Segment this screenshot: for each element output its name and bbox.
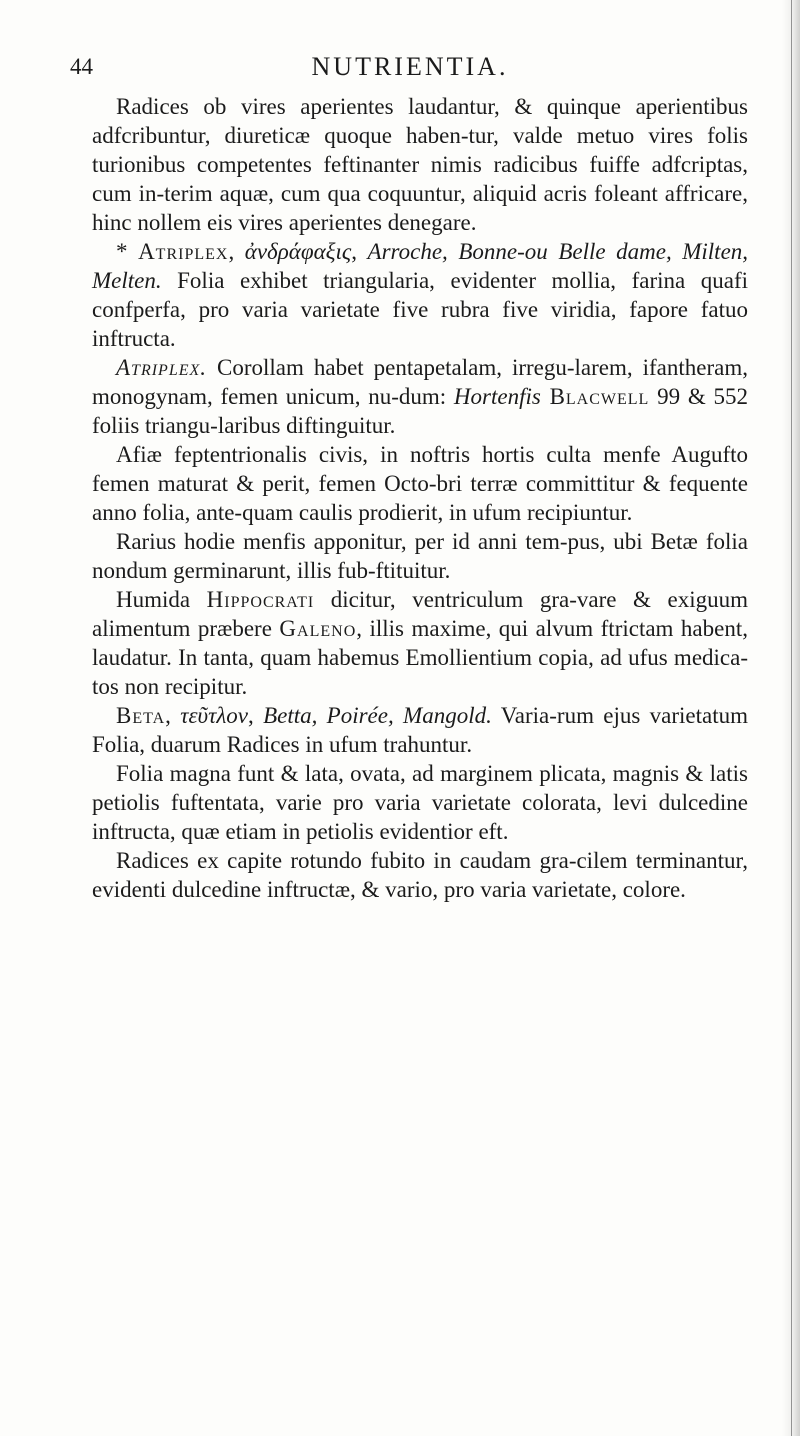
vernacular-names: Betta, Poirée, Mangold. [263,703,492,728]
separator: , [165,703,181,728]
running-title: NUTRIENTIA. [311,52,509,81]
paragraph-folia [92,759,748,846]
paragraph-text: Radices ob vires aperientes laudantur, & quinque aperientibus adfcribuntur, diureticæ quoque haben-tur, valde metuo vires folis turionibus competentes feftinanter nimis radicibus fuiffe adfcriptas, cum in-terim aquæ, cum qua coquuntur, aliquid acris foleant affricare, hinc nollem eis vires aperientes denegare. [92,94,748,235]
paragraph-origin [92,440,748,527]
paragraph-text: Folia exhibet triangularia, evidenter mollia, farina quafi confperfa, pro varia varietate five rubra five viridia, fapore fatuo inftructa. [92,268,748,351]
separator: , [351,239,368,264]
body-text [92,92,748,904]
author-name: Hippocrati [206,587,315,612]
page-number: 44 [70,54,93,79]
paragraph-text: 99 & 552 foliis triangu-laribus diftinguitur. [92,384,749,438]
paragraph-atriplex-botany [92,353,748,440]
species-name: Hortenfis [453,384,541,409]
paragraph-atriplex-entry [92,237,748,353]
vernacular-names: Arroche, Bonne-ou Belle dame, Milten, Melten. [92,239,749,293]
paragraph-radices-aperientes [92,92,748,237]
paragraph-usage [92,527,748,585]
paragraph-text: Rarius hodie menfis apponitur, per id anni tem-pus, ubi Betæ folia nondum germinarunt, illis fub-ftituitur. [92,529,748,583]
page-edge-shadow [782,0,800,1436]
separator: , [248,703,264,728]
author-name: Galeno [279,616,357,641]
paragraph-humida [92,585,748,701]
greek-name: ἀνδράφαξις [244,239,352,264]
paragraph-text: Corollam habet pentapetalam, irregu-larem, ifantheram, monogynam, femen unicum, nu-dum: [92,355,748,409]
paragraph-text: Afiæ feptentrionalis civis, in noftris hortis culta menfe Augufto femen maturat & perit, femen Octo-bri terræ committitur & fequente anno folia, ante-quam caulis prodierit, in ufum recipiuntur. [92,442,748,525]
plant-name: Atriplex [138,239,229,264]
genus-name: Atriplex. [116,355,208,380]
paragraph-text: Humida [116,587,207,612]
page-header [70,52,750,88]
paragraph-text: Varia-rum ejus varietatum Folia, duarum Radices in ufum trahuntur. [92,703,748,757]
paragraph-text: dicitur, ventriculum gra-vare & exiguum alimentum præbere [92,587,748,641]
paragraph-radices [92,846,748,904]
plant-name: Beta [116,703,166,728]
asterisk-mark: * [116,239,139,264]
greek-name: τεῦτλον [180,703,248,728]
separator: , [228,239,245,264]
paragraph-text: Folia magna funt & lata, ovata, ad marginem plicata, magnis & latis petiolis fuftentata, varie pro varia varietate colorata, levi dulcedine inftructa, quæ etiam in petiolis evidentior eft. [92,761,748,844]
author-name: Blacwell [540,384,650,409]
paragraph-text: Radices ex capite rotundo fubito in caudam gra-cilem terminantur, evidenti dulcedine inftructæ, & vario, pro varia varietate, colore. [92,848,748,902]
paragraph-text: , illis maxime, qui alvum ftrictam habent, laudatur. In tanta, quam habemus Emollientium copia, ad ufus medica-tos non recipitur. [92,616,748,699]
paragraph-beta-entry [92,701,748,759]
